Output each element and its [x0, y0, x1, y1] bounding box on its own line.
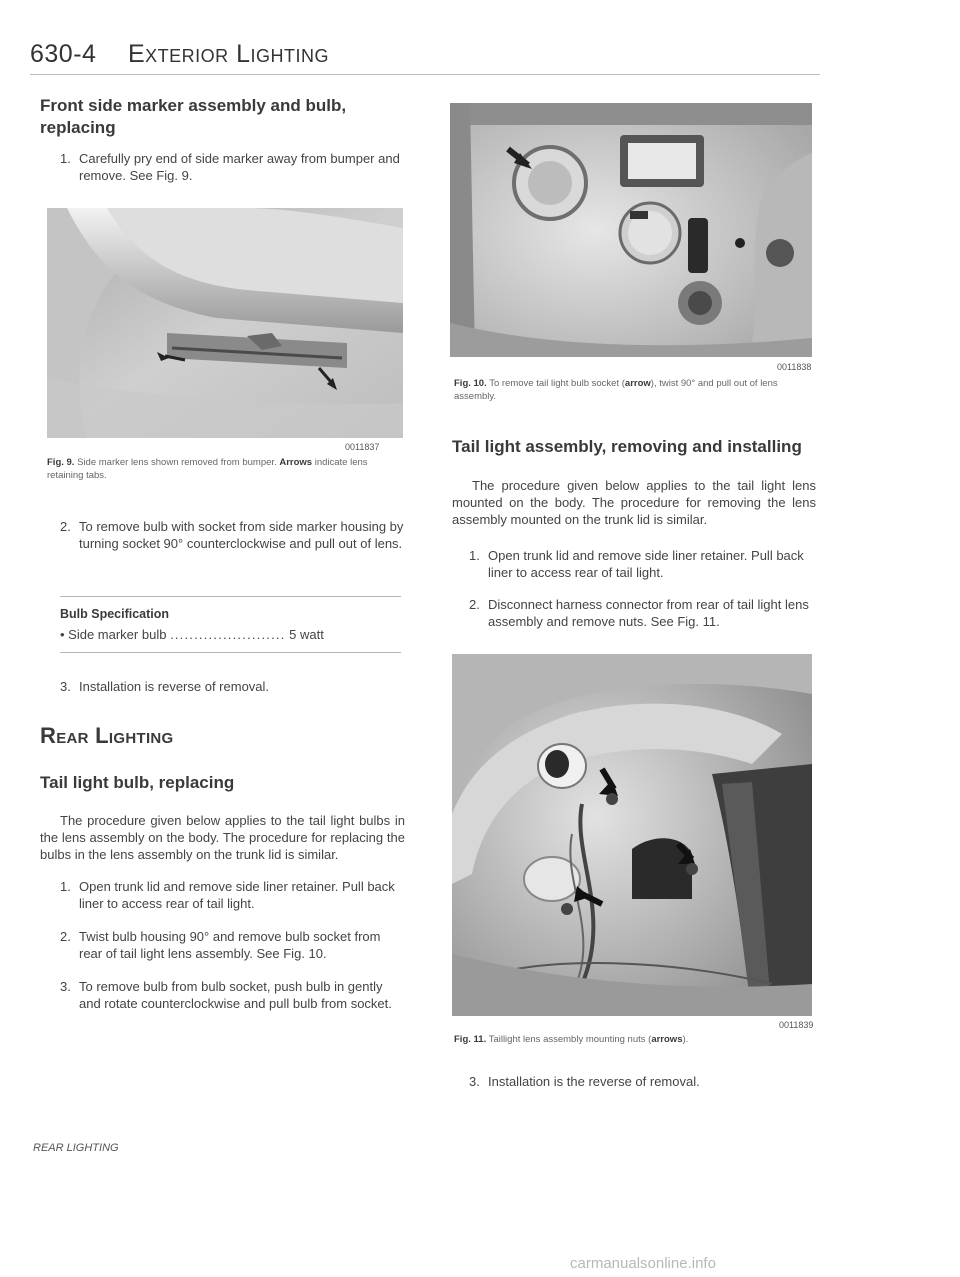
fig10-caption-text: To remove tail light bulb socket (: [489, 378, 625, 389]
rear-lighting-heading: Rear Lighting: [40, 723, 174, 748]
step-text: Installation is the reverse of removal.: [488, 1074, 700, 1089]
fig9-label: Fig. 9.: [47, 457, 75, 468]
spec-row: [60, 627, 401, 642]
tail-light-socket-photo-image: [450, 103, 812, 357]
fig11-caption: [454, 1033, 816, 1046]
fig11-caption-text-2: ).: [682, 1034, 689, 1045]
spec-title: Bulb Specification: [60, 607, 170, 621]
step-number: 2.: [60, 519, 71, 534]
header-rule: [30, 74, 820, 75]
front-marker-step-1: [60, 150, 405, 184]
step-text: Installation is reverse of removal.: [79, 679, 270, 694]
step-number: 1.: [60, 151, 71, 166]
fig11-label: Fig. 11.: [454, 1034, 487, 1045]
tail-bulb-step-2: [60, 928, 405, 962]
fig9-caption-text-2: indicate lens retaining tabs.: [47, 457, 368, 481]
side-marker-photo-image: [47, 208, 403, 438]
spec-leader: ........................: [170, 627, 286, 642]
fig10-code: 0011838: [777, 362, 812, 372]
front-marker-step-2: [60, 518, 405, 552]
tail-assembly-intro: The procedure given below applies to the tail light lens mounted on the body. The procedure for removing the lens assembly mounted on the trunk lid is similar.: [452, 478, 816, 527]
fig10-caption-text-2: ), twist 90° and pull out of lens assembly.: [454, 378, 778, 402]
fig9-code: 0011837: [345, 442, 380, 452]
step-number: 3.: [60, 679, 71, 694]
watermark: carmanualsonline.info: [570, 1255, 716, 1272]
fig10-caption: [454, 377, 816, 403]
tail-bulb-step-3: [60, 978, 405, 1012]
fig10-caption-bold: arrow: [624, 378, 651, 389]
fig11-caption-text: Taillight lens assembly mounting nuts (: [488, 1034, 652, 1045]
step-text: Open trunk lid and remove side liner retainer. Pull back liner to access rear of tail light.: [488, 548, 804, 580]
running-footer: REAR LIGHTING: [33, 1142, 119, 1154]
step-number: 2.: [469, 597, 480, 612]
tail-assembly-step-1: [469, 547, 816, 581]
tail-assembly-heading: Tail light assembly, removing and installing: [452, 437, 802, 456]
fig10-label: Fig. 10.: [454, 378, 487, 389]
tail-bulb-heading: Tail light bulb, replacing: [40, 773, 235, 792]
step-text: Disconnect harness connector from rear of tail light lens assembly and remove nuts. See Fig. 11.: [488, 597, 809, 629]
spec-rule-top: [60, 596, 401, 597]
page-number: 630-4: [30, 40, 97, 68]
step-number: 1.: [469, 548, 480, 563]
fig10-photo: [450, 103, 812, 357]
fig11-photo: [452, 654, 812, 1016]
taillight-nuts-photo-image: [452, 654, 812, 1016]
step-number: 3.: [469, 1074, 480, 1089]
tail-bulb-step-1: [60, 878, 405, 912]
spec-value: 5 watt: [289, 627, 324, 642]
step-text: To remove bulb with socket from side marker housing by turning socket 90° counterclockwise and pull out of lens.: [79, 519, 404, 551]
step-number: 2.: [60, 929, 71, 944]
fig11-code: 0011839: [779, 1020, 814, 1030]
fig11-caption-bold: arrows: [651, 1034, 683, 1045]
spec-rule-bottom: [60, 652, 401, 653]
tail-assembly-step-3: [469, 1073, 816, 1090]
step-text: To remove bulb from bulb socket, push bulb in gently and rotate counterclockwise and pull bulb from socket.: [79, 979, 392, 1011]
fig9-caption-bold: Arrows: [279, 457, 313, 468]
step-text: Open trunk lid and remove side liner retainer. Pull back liner to access rear of tail light.: [79, 879, 395, 911]
front-marker-heading: Front side marker assembly and bulb, replacing: [40, 96, 347, 137]
step-number: 3.: [60, 979, 71, 994]
spec-item: • Side marker bulb: [60, 627, 167, 642]
front-marker-step-3: [60, 678, 405, 695]
fig9-caption: [47, 456, 403, 482]
fig9-caption-text: Side marker lens shown removed from bumper.: [77, 457, 277, 468]
fig9-photo: [47, 208, 403, 438]
step-text: Twist bulb housing 90° and remove bulb socket from rear of tail light lens assembly. See Fig. 10.: [79, 929, 381, 961]
tail-bulb-intro: The procedure given below applies to the tail light bulbs in the lens assembly on the body. The procedure for replacing the bulbs in the lens assembly on the trunk lid is similar.: [40, 813, 405, 862]
tail-assembly-step-2: [469, 596, 816, 630]
step-text: Carefully pry end of side marker away from bumper and remove. See Fig. 9.: [79, 151, 400, 183]
step-number: 1.: [60, 879, 71, 894]
section-title: Exterior Lighting: [128, 40, 330, 68]
